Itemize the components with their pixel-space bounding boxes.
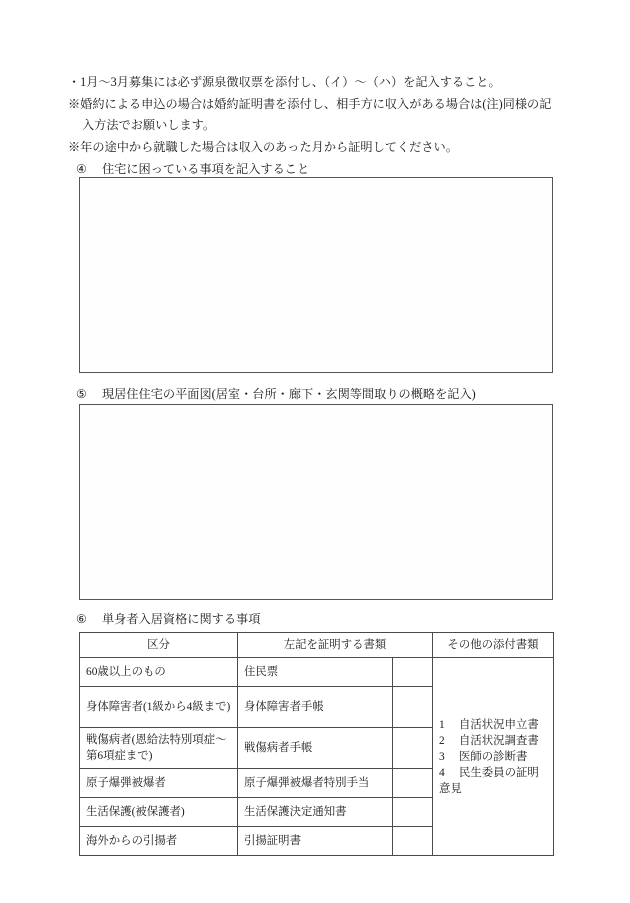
qualification-table-wrapper — [79, 632, 553, 856]
note-line-2-text: ※婚約による申込の場合は婚約証明書を添付し、相手方に収入がある場合は(注)同様の記 — [68, 96, 552, 111]
list-item-label: 民生委員の証明 — [459, 766, 539, 779]
column-header-proof-document: 左記を証明する書類 — [238, 633, 433, 658]
list-item — [439, 749, 547, 765]
cell-checkbox[interactable] — [393, 687, 433, 728]
cell-document: 戦傷病者手帳 — [238, 728, 393, 769]
column-header-other-documents: その他の添付書類 — [433, 633, 554, 658]
cell-category: 海外からの引揚者 — [80, 827, 238, 856]
cell-document: 生活保護決定通知書 — [238, 798, 393, 827]
list-item-label: 自活状況申立書 — [459, 718, 539, 731]
note-line-2 — [68, 94, 566, 137]
section-5-floorplan-box[interactable] — [79, 404, 553, 600]
cell-document: 引揚証明書 — [238, 827, 393, 856]
cell-category: 戦傷病者(恩給法特別項症～第6項症まで) — [80, 728, 238, 769]
section-5-title: 現居住住宅の平面図(居室・台所・廊下・玄関等間取りの概略を記入) — [102, 387, 476, 401]
section-5-heading — [76, 385, 476, 403]
cell-checkbox[interactable] — [393, 769, 433, 798]
list-item-number: 1 — [439, 718, 445, 731]
cell-checkbox[interactable] — [393, 827, 433, 856]
cell-category: 生活保護(被保護者) — [80, 798, 238, 827]
cell-checkbox[interactable] — [393, 728, 433, 769]
cell-category: 原子爆弾被爆者 — [80, 769, 238, 798]
section-6-title: 単身者入居資格に関する事項 — [102, 612, 261, 626]
list-item — [439, 765, 547, 781]
cell-other-documents — [433, 658, 554, 856]
note-line-2-continuation: 入方法でお願いします。 — [82, 118, 216, 132]
cell-checkbox[interactable] — [393, 658, 433, 687]
cell-document: 身体障害者手帳 — [238, 687, 393, 728]
other-documents-list-tail: 意見 — [439, 782, 462, 795]
note-line-3: ※年の途中から就職した場合は収入のあった月から証明してください。 — [68, 139, 458, 154]
section-5-number: ⑤ — [76, 387, 87, 401]
table-header-row — [80, 633, 554, 658]
other-documents-list — [439, 717, 547, 781]
cell-document: 住民票 — [238, 658, 393, 687]
section-4-title: 住宅に困っている事項を記入すること — [102, 162, 310, 176]
cell-category: 60歳以上のもの — [80, 658, 238, 687]
column-header-category: 区分 — [80, 633, 238, 658]
qualification-table — [79, 632, 554, 856]
notes-block — [68, 72, 566, 158]
list-item — [439, 717, 547, 733]
section-4-heading — [76, 160, 309, 178]
table-row — [80, 658, 554, 687]
list-item — [439, 733, 547, 749]
list-item-label: 自活状況調査書 — [459, 734, 539, 747]
section-4-writein-box[interactable] — [79, 177, 553, 373]
list-item-number: 2 — [439, 734, 445, 747]
section-6-heading — [76, 610, 260, 628]
cell-checkbox[interactable] — [393, 798, 433, 827]
list-item-number: 3 — [439, 750, 445, 763]
note-line-1: ・1月～3月募集には必ず源泉徴収票を添付し、（イ）～（ハ）を記入すること。 — [68, 75, 501, 89]
cell-category: 身体障害者(1級から4級まで) — [80, 687, 238, 728]
section-4-number: ④ — [76, 162, 87, 176]
list-item-label: 医師の診断書 — [459, 750, 528, 763]
section-6-number: ⑥ — [76, 612, 87, 626]
list-item-number: 4 — [439, 766, 445, 779]
cell-document: 原子爆弾被爆者特別手当 — [238, 769, 393, 798]
